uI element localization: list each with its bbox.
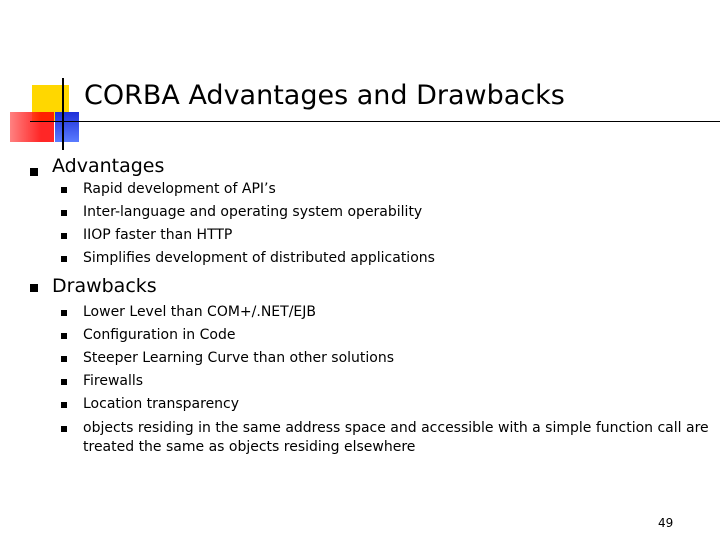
square-bullet-icon bbox=[61, 256, 67, 262]
square-bullet-icon bbox=[61, 402, 67, 408]
list-item: Simplifies development of distributed applications bbox=[83, 250, 435, 266]
title-underline-rule bbox=[30, 121, 720, 122]
square-bullet-icon bbox=[30, 284, 38, 292]
square-bullet-icon bbox=[61, 333, 67, 339]
list-item: Configuration in Code bbox=[83, 327, 236, 343]
decor-red-block bbox=[10, 112, 54, 142]
list-item: Lower Level than COM+/.NET/EJB bbox=[83, 304, 316, 320]
square-bullet-icon bbox=[61, 233, 67, 239]
decor-blue-block bbox=[55, 112, 79, 142]
square-bullet-icon bbox=[61, 310, 67, 316]
decor-vertical-rule bbox=[62, 78, 64, 150]
list-item: Location transparency bbox=[83, 396, 240, 412]
list-item: objects residing in the same address space and accessible with a simple function call are treated the same as objects residing elsewhere bbox=[83, 420, 709, 455]
list-item: Firewalls bbox=[83, 373, 144, 389]
list-item: Rapid development of API’s bbox=[83, 181, 276, 197]
square-bullet-icon bbox=[30, 168, 38, 176]
list-item: Steeper Learning Curve than other solutions bbox=[83, 350, 395, 366]
slide-title: CORBA Advantages and Drawbacks bbox=[84, 80, 565, 111]
section-heading-drawbacks: Drawbacks bbox=[52, 275, 157, 297]
list-item: IIOP faster than HTTP bbox=[83, 227, 233, 243]
square-bullet-icon bbox=[61, 379, 67, 385]
square-bullet-icon bbox=[61, 210, 67, 216]
square-bullet-icon bbox=[61, 356, 67, 362]
square-bullet-icon bbox=[61, 426, 67, 432]
list-item: Inter-language and operating system operability bbox=[83, 204, 423, 220]
section-heading-advantages: Advantages bbox=[52, 155, 165, 177]
page-number: 49 bbox=[658, 516, 674, 530]
square-bullet-icon bbox=[61, 187, 67, 193]
